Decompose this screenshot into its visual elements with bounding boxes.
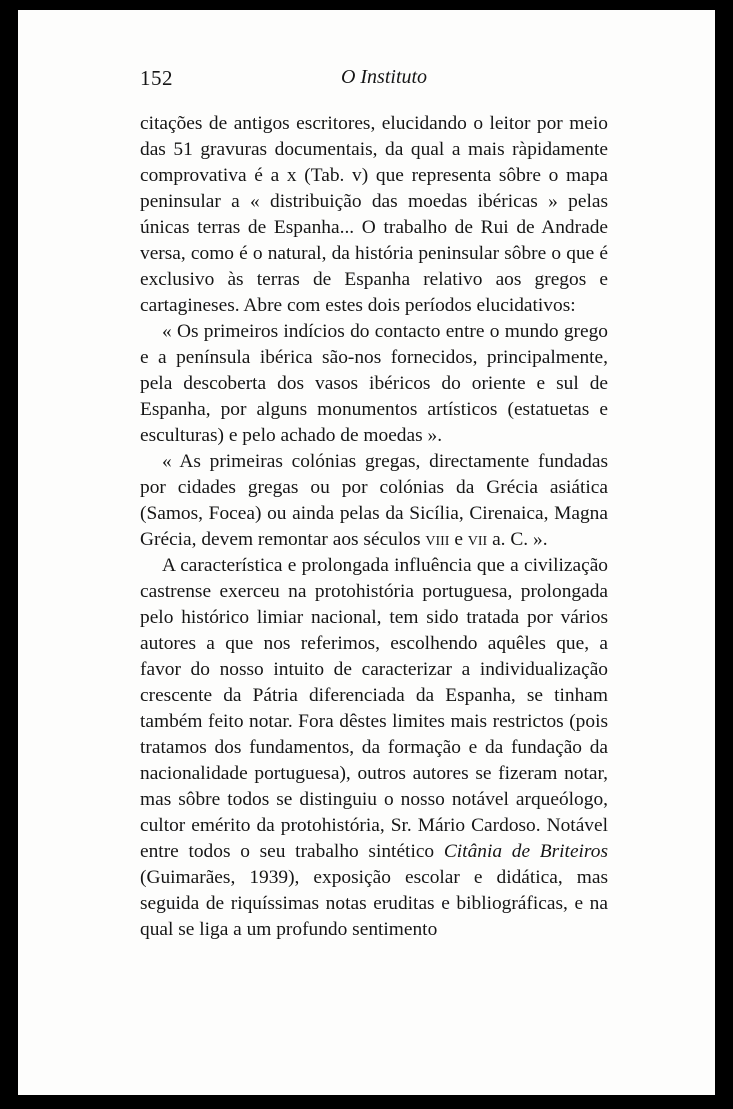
quote-paragraph: [140, 319, 608, 449]
text-run: citações de antigos escritores, elucidando o leitor por meio das 51 gravuras documentais, da qual a mais ràpidamente comprovativa é a x (Tab. v) que representa sôbre o mapa peninsular a « distribuição das moedas ibéricas » pelas únicas terras de Espanha... O trabalho de Rui de Andrade versa, como é o natural, da história peninsular sôbre o que é exclusivo às terras de Espanha relativo aos gregos e cartagineses. Abre com estes dois períodos elucidativos:: [140, 113, 608, 316]
page-number: 152: [140, 66, 173, 90]
paragraph: [140, 111, 608, 319]
roman-century: viii: [425, 529, 450, 550]
text-run: « Os primeiros indícios do contacto entre o mundo grego e a península ibérica são-nos fornecidos, principalmente, pela descoberta dos vasos ibéricos do oriente e sul de Espanha, por alguns monumentos artísticos (estatuetas e esculturas) e pelo achado de moedas ».: [140, 321, 608, 446]
quote-paragraph: [140, 449, 608, 553]
text-run: e: [449, 529, 468, 550]
body-text: [140, 111, 608, 943]
text-run: (Guimarães, 1939), exposição escolar e didática, mas seguida de riquíssimas notas eruditas e bibliográficas, e na qual se liga a um profundo sentimento: [140, 867, 608, 940]
text-run: a. C. ».: [487, 529, 548, 550]
roman-century: vii: [467, 529, 488, 550]
text-run: A característica e prolongada influência que a civilização castrense exerceu na protohistória portuguesa, prolongada pelo histórico limiar nacional, tem sido tratada por vários autores a que nos referimos, escolhendo aquêles que, a favor do nosso intuito de caracterizar a individualização crescente da Pátria diferenciada da Espanha, se tinham também feito notar. Fora dêstes limites mais restrictos (pois tratamos dos fundamentos, da formação e da fundação da nacionalidade portuguesa), outros autores se fizeram notar, mas sôbre todos se distinguiu o nosso notável arqueólogo, cultor emérito da protohistória, Sr. Mário Cardoso. Notável entre todos o seu trabalho sintético: [140, 555, 608, 862]
paragraph: [140, 553, 608, 943]
running-head: O Instituto: [340, 66, 428, 88]
text-run: « As primeiras colónias gregas, directamente fundadas por cidades gregas ou por colónias da Grécia asiática (Samos, Focea) ou ainda pelas da Sicília, Cirenaica, Magna Grécia, devem remontar aos séculos: [140, 451, 608, 550]
page-header: [140, 66, 628, 98]
book-title: Citânia de Briteiros: [443, 841, 609, 862]
